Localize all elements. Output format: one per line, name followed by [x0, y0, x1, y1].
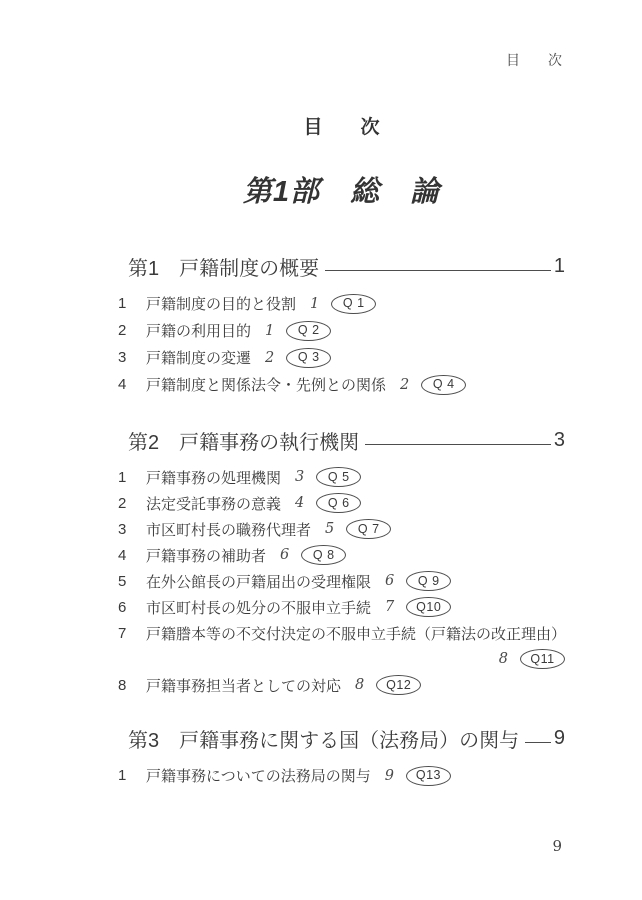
entry-title: 戸籍制度と関係法令・先例との関係 — [146, 377, 387, 394]
section-page-number: 9 — [553, 726, 565, 749]
entry-number: 4 — [118, 546, 127, 564]
toc-entry — [118, 344, 565, 371]
entry-page-number: 7 — [385, 599, 395, 615]
question-badge: Q 3 — [286, 348, 331, 368]
toc-entry — [118, 516, 565, 542]
question-badge: Q 5 — [316, 467, 361, 487]
question-badge: Q12 — [376, 675, 421, 695]
entry-number: 8 — [118, 676, 127, 694]
entry-page-number: 3 — [295, 469, 305, 485]
toc-entry — [118, 594, 565, 620]
question-badge: Q13 — [406, 766, 451, 786]
toc-entry — [118, 542, 565, 568]
entry-page-number: 6 — [280, 547, 290, 563]
entry-number: 3 — [118, 349, 127, 366]
section-page-number: 1 — [553, 254, 565, 277]
toc-entry — [118, 568, 565, 594]
entry-page-number: 1 — [310, 295, 320, 312]
entry-page-number: 2 — [265, 349, 275, 366]
running-head: 目 次 — [506, 53, 562, 69]
entry-title: 法定受託事務の意義 — [146, 495, 282, 513]
toc-entry — [118, 762, 565, 789]
section-title: 戸籍事務の執行機関 — [179, 431, 360, 454]
section-page-number: 3 — [553, 428, 565, 451]
entry-page-number: 5 — [325, 521, 335, 537]
toc-entry — [118, 290, 565, 317]
entry-title: 戸籍制度の変遷 — [146, 350, 252, 367]
entry-page-number: 4 — [295, 495, 305, 511]
toc-entry — [118, 464, 565, 490]
entry-page-number: 8 — [498, 651, 508, 667]
entry-number: 7 — [118, 624, 127, 642]
entry-title: 戸籍事務の処理機関 — [146, 469, 282, 487]
toc-entry-continuation — [118, 646, 565, 672]
section-label: 第3 — [128, 729, 160, 752]
question-badge: Q 8 — [301, 545, 346, 565]
folio-page-number: 9 — [552, 837, 562, 855]
leader-line — [525, 742, 551, 743]
section-title: 戸籍制度の概要 — [179, 257, 320, 280]
question-badge: Q 6 — [316, 493, 361, 513]
entry-number: 4 — [118, 376, 127, 393]
part-title: 第1部 総 論 — [242, 176, 441, 208]
entry-page-number: 8 — [355, 677, 365, 693]
entry-title: 在外公館長の戸籍届出の受理権限 — [146, 573, 372, 591]
entry-number: 6 — [118, 598, 127, 616]
entry-title: 戸籍謄本等の不交付決定の不服申立手続（戸籍法の改正理由） — [146, 625, 567, 643]
entry-number: 1 — [118, 767, 127, 784]
toc-entry — [118, 672, 565, 698]
entry-number: 1 — [118, 295, 127, 312]
entry-number: 2 — [118, 322, 127, 339]
leader-line — [325, 270, 551, 271]
section-items — [118, 762, 565, 789]
entry-page-number: 9 — [384, 767, 394, 784]
entry-title: 戸籍事務の補助者 — [146, 547, 267, 565]
question-badge: Q 9 — [406, 571, 451, 591]
entry-number: 1 — [118, 468, 127, 486]
question-badge: Q10 — [406, 597, 451, 617]
question-badge: Q 7 — [346, 519, 391, 539]
question-badge: Q 2 — [286, 321, 331, 341]
section-heading — [128, 426, 565, 454]
entry-title: 戸籍事務担当者としての対応 — [146, 677, 342, 695]
entry-number: 3 — [118, 520, 127, 538]
main-column — [118, 0, 565, 789]
section-label: 第2 — [128, 431, 160, 454]
entry-title: 市区町村長の職務代理者 — [146, 521, 312, 539]
question-badge: Q 4 — [421, 375, 466, 395]
entry-number: 2 — [118, 494, 127, 512]
entry-title: 戸籍の利用目的 — [146, 323, 252, 340]
section-label: 第1 — [128, 257, 160, 280]
question-badge: Q11 — [520, 649, 565, 669]
section-heading — [128, 724, 565, 752]
entry-title: 市区町村長の処分の不服申立手続 — [146, 599, 372, 617]
entry-page-number: 6 — [385, 573, 395, 589]
toc-entry — [118, 620, 565, 646]
section-items — [118, 464, 565, 698]
toc-entry — [118, 317, 565, 344]
toc-entry — [118, 371, 565, 398]
entry-number: 5 — [118, 572, 127, 590]
section-heading — [128, 252, 565, 280]
entry-title: 戸籍制度の目的と役割 — [146, 296, 297, 313]
section-title: 戸籍事務に関する国（法務局）の関与 — [179, 729, 520, 752]
entry-page-number: 2 — [400, 376, 410, 393]
question-badge: Q 1 — [331, 294, 376, 314]
leader-line — [365, 444, 551, 445]
section-items — [118, 290, 565, 398]
toc-entry — [118, 490, 565, 516]
entry-page-number: 1 — [265, 322, 275, 339]
entry-title: 戸籍事務についての法務局の関与 — [146, 768, 371, 785]
page-title: 目 次 — [303, 117, 380, 138]
